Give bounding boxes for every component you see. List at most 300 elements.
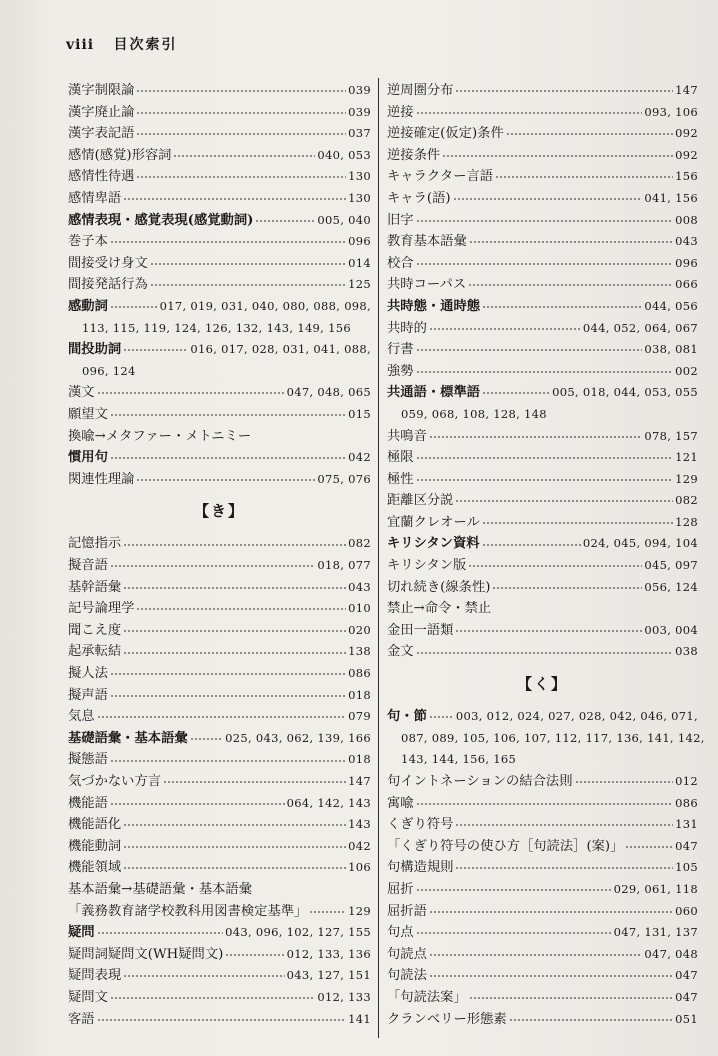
dot-leader	[416, 108, 643, 117]
page-references: 018, 077	[317, 558, 371, 573]
index-entry	[68, 469, 371, 491]
dot-leader	[416, 259, 674, 268]
index-entry	[387, 80, 698, 102]
index-entry	[387, 382, 698, 404]
dot-leader	[455, 87, 673, 96]
index-entry	[387, 512, 698, 534]
dot-leader	[123, 821, 346, 830]
index-entry	[68, 641, 371, 663]
page-references: 129	[675, 471, 698, 486]
index-term: 句点	[387, 925, 414, 941]
index-entry	[68, 210, 371, 232]
dot-leader	[468, 281, 673, 290]
dot-leader	[110, 670, 346, 679]
index-entry	[387, 426, 698, 448]
page-references: 029, 061, 118	[613, 881, 698, 896]
index-term: 逆接	[387, 104, 414, 120]
index-entry	[387, 814, 698, 836]
page-references: 125	[348, 277, 371, 292]
dot-leader	[442, 151, 673, 160]
page-references: 147	[348, 774, 371, 788]
index-term: 気息	[68, 709, 95, 725]
index-entry	[68, 102, 371, 124]
dot-leader	[416, 367, 674, 376]
index-term: 慣用句	[68, 450, 108, 466]
page-references: 008	[675, 212, 698, 227]
page-references: 121	[675, 450, 698, 465]
index-term: 句イントネーションの結合法則	[387, 774, 573, 789]
index-term: 気づかない方言	[68, 774, 162, 789]
page-references: 037	[348, 126, 371, 141]
dot-leader	[123, 864, 346, 873]
index-term: 機能動詞	[68, 838, 122, 854]
index-term: 機能語	[68, 795, 108, 811]
index-term: 旧字	[387, 212, 414, 228]
index-entry	[387, 296, 698, 318]
dot-leader	[469, 238, 673, 247]
page-references: 010	[348, 601, 371, 616]
page-references: 047	[675, 968, 698, 983]
section-heading: 【く】	[516, 675, 568, 694]
dot-leader	[110, 303, 158, 312]
index-term: 寓喩	[387, 795, 414, 811]
dot-leader	[136, 173, 346, 182]
index-entry	[68, 793, 371, 815]
index-term: 屈折語	[387, 903, 427, 919]
page-references: 047, 131, 137	[613, 925, 698, 940]
index-term: 漢文	[68, 385, 95, 401]
index-term: 距離区分説	[387, 493, 454, 509]
index-entry	[387, 836, 698, 858]
index-entry	[387, 318, 698, 340]
page-references: 043	[675, 234, 698, 249]
dot-leader	[123, 195, 346, 204]
dot-leader	[429, 972, 673, 981]
index-entry	[387, 166, 698, 188]
dot-leader	[416, 648, 674, 657]
page-references: 012, 133	[317, 989, 371, 1004]
index-term: 擬声語	[68, 687, 108, 703]
index-term: 関連性理論	[68, 471, 135, 487]
index-term: 感動詞	[68, 298, 108, 314]
index-entry	[68, 296, 371, 318]
page-references: 064, 142, 143	[286, 795, 371, 810]
index-entry	[387, 1009, 698, 1031]
page-references: 018	[348, 687, 371, 702]
index-term: 漢字表記語	[68, 126, 135, 142]
index-entry	[68, 339, 371, 361]
page-references: 075, 076	[317, 471, 371, 486]
index-entry	[68, 382, 371, 404]
index-term: 機能語化	[68, 817, 122, 833]
page-references: 005, 018, 044, 053, 055	[552, 385, 698, 400]
index-term: 句読法	[387, 968, 427, 984]
index-term: 客語	[68, 1011, 95, 1027]
index-entry	[387, 857, 698, 879]
index-entry	[387, 987, 698, 1009]
index-term: キリシタン版	[387, 558, 467, 574]
page-references: 082	[675, 493, 698, 508]
index-term: 屈折	[387, 881, 414, 897]
index-entry	[68, 706, 371, 728]
dot-leader	[416, 929, 612, 938]
index-entry	[68, 879, 371, 901]
page-references: 078, 157	[644, 428, 698, 443]
index-entry	[387, 447, 698, 469]
index-term: 疑問表現	[68, 968, 122, 984]
page-references: 082	[348, 536, 371, 551]
page-references: 086	[675, 795, 698, 810]
page-references: 131	[675, 817, 698, 832]
index-term: 切れ続き(線条性)	[387, 579, 491, 595]
index-entry	[68, 814, 371, 836]
page-references: 020	[348, 622, 371, 637]
page-references: 138	[348, 644, 371, 659]
index-entry	[387, 922, 698, 944]
index-entry	[387, 102, 698, 124]
index-entry	[68, 555, 371, 577]
page-references: 039	[348, 83, 371, 97]
dot-leader	[97, 929, 224, 938]
index-term: 句読点	[387, 946, 427, 962]
index-entry	[68, 188, 371, 210]
page-references: 047	[675, 838, 698, 853]
index-entry	[387, 210, 698, 232]
index-entry	[387, 598, 698, 620]
index-term: 金田一語類	[387, 622, 454, 638]
index-entry	[68, 1009, 371, 1031]
index-entry	[387, 641, 698, 663]
index-term: 校合	[387, 255, 414, 271]
dot-leader	[416, 475, 674, 484]
index-term: 基礎語彙・基本語彙	[68, 730, 188, 746]
page-references: 141	[348, 1011, 371, 1026]
index-term: 極性	[387, 471, 414, 487]
dot-leader	[110, 238, 346, 247]
index-term: 聞こえ度	[68, 622, 122, 638]
index-term: 換喩→メタファー・メトニミー	[68, 428, 252, 444]
dot-leader	[469, 994, 673, 1003]
page-references: 014	[348, 255, 371, 270]
index-term: 共時態・通時態	[387, 298, 481, 314]
index-entry	[387, 944, 698, 966]
index-entry	[68, 922, 371, 944]
dot-leader	[625, 842, 673, 851]
dot-leader	[429, 324, 581, 333]
page-references: 086	[348, 666, 371, 681]
dot-leader	[429, 432, 642, 441]
index-term: 基幹語彙	[68, 579, 122, 595]
index-entry	[68, 663, 371, 685]
index-term: くぎり符号	[387, 817, 454, 833]
page-references: 038, 081	[644, 342, 698, 357]
dot-leader	[255, 216, 315, 225]
dot-leader	[136, 108, 346, 117]
dot-leader	[123, 540, 346, 549]
index-entry	[387, 620, 698, 642]
dot-leader	[429, 907, 673, 916]
index-entry-continuation: 143, 144, 156, 165	[401, 752, 517, 767]
index-entry	[68, 274, 371, 296]
index-term: 漢字廃止論	[68, 104, 135, 120]
dot-leader	[416, 216, 674, 225]
dot-leader	[136, 130, 346, 139]
index-term: 強勢	[387, 363, 414, 379]
index-entry	[68, 80, 371, 102]
dot-leader	[110, 562, 315, 571]
dot-leader	[482, 303, 642, 312]
index-term: 逆接確定(仮定)条件	[387, 126, 504, 142]
index-term: 願望文	[68, 406, 108, 422]
index-entry	[68, 447, 371, 469]
index-term: 「句読法案」	[387, 989, 467, 1005]
index-term: 間接受け身文	[68, 255, 148, 271]
page-references: 043, 127, 151	[286, 968, 371, 983]
dot-leader	[455, 497, 673, 506]
index-entry	[68, 123, 371, 145]
index-entry	[68, 577, 371, 599]
page-references: 042	[348, 838, 371, 853]
dot-leader	[123, 972, 284, 981]
page-references: 056, 124	[644, 579, 698, 594]
page-references: 024, 045, 094, 104	[582, 536, 698, 551]
index-entry	[387, 339, 698, 361]
index-term: 基本語彙→基礎語彙・基本語彙	[68, 881, 253, 897]
page-references: 042	[348, 450, 371, 465]
page-references: 096	[675, 255, 698, 270]
index-entry	[387, 901, 698, 923]
index-term: 疑問文	[68, 989, 108, 1005]
page-references: 105	[675, 860, 698, 875]
page-references: 143	[348, 817, 371, 832]
index-entry	[68, 426, 371, 448]
index-column-right	[387, 80, 705, 1030]
index-term: 記憶指示	[68, 536, 122, 552]
index-term: 「くぎり符号の使ひ方［句読法］(案)」	[387, 838, 624, 854]
index-entry	[68, 987, 371, 1009]
index-term: 機能領域	[68, 860, 122, 876]
index-term: 逆接条件	[387, 147, 441, 163]
page-references: 093, 106	[644, 104, 698, 119]
index-entry	[387, 274, 698, 296]
page-references: 040, 053	[317, 147, 371, 162]
index-entry	[68, 533, 371, 555]
index-term: 疑問	[68, 925, 95, 941]
dot-leader	[97, 389, 285, 398]
dot-leader	[150, 281, 346, 290]
page-references: 038	[675, 644, 698, 659]
index-entry	[387, 879, 698, 901]
index-entry	[387, 361, 698, 383]
dot-leader	[455, 821, 673, 830]
index-entry	[68, 166, 371, 188]
index-entry	[68, 771, 371, 793]
dot-leader	[429, 713, 454, 722]
index-entry	[68, 857, 371, 879]
dot-leader	[123, 648, 346, 657]
page-references: 003, 004	[644, 622, 698, 637]
index-entry	[387, 231, 698, 253]
index-entry-continuation: 059, 068, 108, 128, 148	[401, 406, 547, 421]
dot-leader	[136, 475, 315, 484]
index-entry	[68, 728, 371, 750]
page-references: 018	[348, 752, 371, 767]
index-term: 金文	[387, 644, 414, 660]
dot-leader	[309, 907, 346, 916]
page-title: 目次索引	[113, 37, 178, 53]
dot-leader	[492, 583, 642, 592]
index-term: 「義務教育諸学校教科用図書検定基準」	[68, 903, 308, 919]
page-references: 043, 096, 102, 127, 155	[225, 925, 371, 940]
page-references: 092	[675, 147, 698, 162]
section-heading: 【き】	[193, 502, 245, 521]
index-entry	[387, 253, 698, 275]
index-term: 句・節	[387, 709, 427, 725]
page-references: 044, 052, 064, 067	[582, 320, 698, 335]
page-references: 130	[348, 190, 371, 205]
dot-leader	[123, 842, 346, 851]
index-entry	[68, 253, 371, 275]
index-term: 宜蘭クレオール	[387, 514, 480, 530]
index-term: キャラ(語)	[387, 190, 451, 206]
index-entry-continuation: 087, 089, 105, 106, 107, 112, 117, 136, 141, 142,	[401, 730, 705, 745]
page-references: 130	[348, 169, 371, 184]
index-term: 極限	[387, 450, 414, 466]
page-references: 012	[675, 774, 698, 788]
dot-leader	[110, 454, 346, 463]
page-references: 016, 017, 028, 031, 041, 088,	[190, 342, 371, 357]
dot-leader	[173, 151, 315, 160]
index-entry	[68, 404, 371, 426]
page-references: 039	[348, 104, 371, 119]
dot-leader	[455, 626, 642, 635]
index-term: クランベリー形態素	[387, 1011, 507, 1027]
page-references: 012, 133, 136	[286, 946, 371, 961]
page-references: 051	[675, 1011, 698, 1026]
index-term: 感情卑語	[68, 190, 122, 206]
dot-leader	[110, 994, 315, 1003]
index-term: 感情性待遇	[68, 169, 135, 185]
dot-leader	[509, 1015, 673, 1024]
index-entry	[68, 944, 371, 966]
dot-leader	[482, 389, 550, 398]
index-term: 感情(感覚)形容詞	[68, 147, 172, 163]
page-references: 047, 048, 065	[286, 385, 371, 400]
dot-leader	[416, 799, 674, 808]
page-references: 092	[675, 126, 698, 141]
page-references: 017, 019, 031, 040, 080, 088, 098,	[159, 298, 371, 313]
index-entry	[387, 145, 698, 167]
page-references: 047	[675, 989, 698, 1004]
dot-leader	[416, 886, 612, 895]
column-divider	[378, 78, 379, 1038]
index-entry	[387, 469, 698, 491]
dot-leader	[123, 583, 346, 592]
index-term: キャラクター言語	[387, 169, 494, 185]
index-term: 共鳴音	[387, 428, 427, 444]
index-entry	[68, 620, 371, 642]
index-term: 共時的	[387, 320, 427, 336]
dot-leader	[482, 518, 673, 527]
dot-leader	[190, 734, 223, 743]
page-header	[66, 34, 178, 54]
index-entry	[387, 533, 698, 555]
index-term: 句構造規則	[387, 860, 454, 876]
dot-leader	[136, 605, 346, 614]
index-term: 教育基本語彙	[387, 234, 467, 250]
dot-leader	[123, 346, 188, 355]
dot-leader	[455, 864, 673, 873]
page-number: viii	[66, 37, 95, 53]
dot-leader	[416, 454, 674, 463]
index-entry-continuation: 113, 115, 119, 124, 126, 132, 143, 149, 156	[82, 320, 351, 335]
index-entry	[68, 901, 371, 923]
dot-leader	[163, 778, 346, 787]
page-references: 147	[675, 83, 698, 97]
dot-leader	[110, 756, 346, 765]
index-term: 間接発話行為	[68, 277, 148, 293]
index-entry	[68, 598, 371, 620]
index-term: 記号論理学	[68, 601, 135, 617]
dot-leader	[110, 691, 346, 700]
index-term: 擬人法	[68, 666, 108, 682]
index-entry	[68, 231, 371, 253]
index-term: 疑問詞疑問文(WH疑問文)	[68, 946, 224, 962]
index-entry	[387, 123, 698, 145]
index-term: 漢字制限論	[68, 83, 135, 98]
index-term: キリシタン資料	[387, 536, 480, 552]
page-references: 129	[348, 903, 371, 918]
page-references: 066	[675, 277, 698, 292]
page-references: 015	[348, 406, 371, 421]
index-entry	[68, 749, 371, 771]
index-entry	[387, 965, 698, 987]
index-entry	[68, 685, 371, 707]
page-references: 043	[348, 579, 371, 594]
index-entry	[387, 577, 698, 599]
index-entry	[387, 490, 698, 512]
index-entry	[68, 836, 371, 858]
index-term: 間投助詞	[68, 342, 122, 358]
index-term: 禁止→命令・禁止	[387, 601, 492, 617]
index-term: 擬音語	[68, 558, 108, 574]
index-term: 起承転結	[68, 644, 122, 660]
dot-leader	[575, 778, 674, 787]
dot-leader	[429, 950, 642, 959]
dot-leader	[495, 173, 673, 182]
index-term: 感情表現・感覚表現(感覚動詞)	[68, 212, 254, 228]
page-references: 079	[348, 709, 371, 724]
page-references: 005, 040	[317, 212, 371, 227]
index-column-left	[68, 80, 371, 1030]
page-references: 156	[675, 169, 698, 184]
dot-leader	[123, 626, 346, 635]
index-term: 擬態語	[68, 752, 108, 768]
dot-leader	[150, 259, 346, 268]
index-entry-continuation: 096, 124	[82, 363, 136, 378]
index-entry	[68, 145, 371, 167]
page-references: 106	[348, 860, 371, 875]
dot-leader	[468, 562, 642, 571]
page-references: 025, 043, 062, 139, 166	[225, 730, 371, 745]
index-entry	[68, 965, 371, 987]
index-entry	[387, 706, 698, 728]
index-entry	[387, 188, 698, 210]
dot-leader	[225, 950, 284, 959]
page-references: 041, 156	[644, 190, 698, 205]
dot-leader	[136, 87, 346, 96]
dot-leader	[416, 346, 643, 355]
